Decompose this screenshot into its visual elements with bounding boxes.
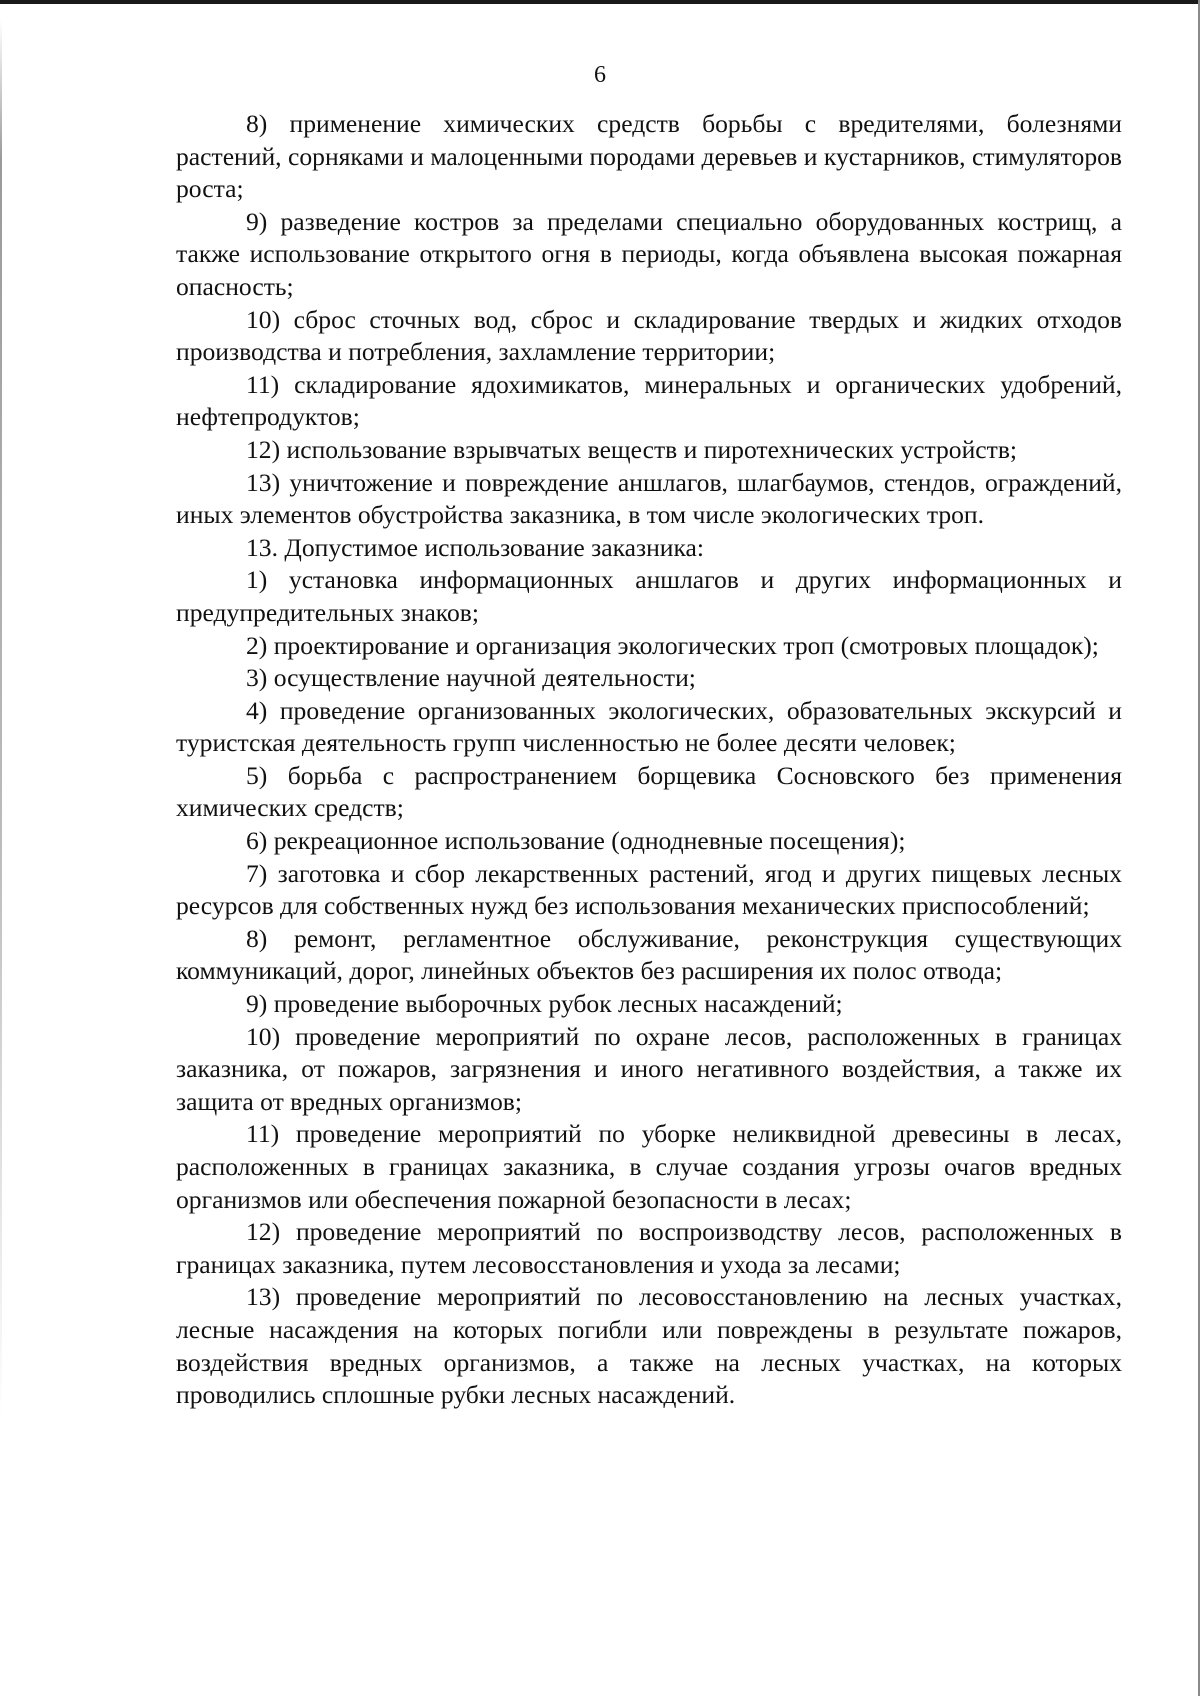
paragraph-permitted-8: 8) ремонт, регламентное обслуживание, реконструкция существующих коммуникаций, дорог, линейных объектов без расширения их полос отвода; (176, 923, 1122, 986)
section-heading-permitted-use: 13. Допустимое использование заказника: (246, 532, 705, 562)
scan-left-border (0, 20, 2, 1420)
paragraph-permitted-10: 10) проведение мероприятий по охране лесов, расположенных в границах заказника, от пожаров, загрязнения и иного негативного воздействия, а также их защита от вредных организмов; (176, 1021, 1122, 1116)
paragraph-permitted-4: 4) проведение организованных экологических, образовательных экскурсий и туристская деятельность групп численностью не более десяти человек; (176, 695, 1122, 758)
paragraph-permitted-12: 12) проведение мероприятий по воспроизводству лесов, расположенных в границах заказника, путем лесовосстановления и ухода за лесами; (176, 1217, 1122, 1279)
paragraph-permitted-5: 5) борьба с распространением борщевика Сосновского без применения химических средств; (176, 760, 1122, 823)
paragraph-permitted-2: 2) проектирование и организация экологических троп (смотровых площадок); (246, 630, 1099, 660)
scan-top-border (0, 0, 1200, 4)
paragraph-prohibited-10: 10) сброс сточных вод, сброс и складирование твердых и жидких отходов производства и потребления, захламление территории; (176, 304, 1122, 367)
paragraph-permitted-6: 6) рекреационное использование (однодневные посещения); (246, 826, 906, 856)
paragraph-permitted-1: 1) установка информационных аншлагов и других информационных и предупредительных знаков; (176, 565, 1122, 627)
paragraph-permitted-13: 13) проведение мероприятий по лесовосстановлению на лесных участках, лесные насаждения на которых погибли или повреждены в результате пожаров, воздействия вредных организмов, а также на лесных участках, на которых проводились сплошные рубки лесных насаждений. (176, 1282, 1122, 1410)
paragraph-permitted-11: 11) проведение мероприятий по уборке неликвидной древесины в лесах, расположенных в границах заказника, в случае создания угрозы очагов вредных организмов или обеспечения пожарной безопасности в лесах; (176, 1119, 1122, 1214)
paragraph-prohibited-13: 13) уничтожение и повреждение аншлагов, шлагбаумов, стендов, ограждений, иных элементов обустройства заказника, в том числе экологических троп. (176, 467, 1122, 530)
paragraph-permitted-3: 3) осуществление научной деятельности; (246, 663, 696, 693)
paragraph-permitted-7: 7) заготовка и сбор лекарственных растений, ягод и других пищевых лесных ресурсов для собственных нужд без использования механических приспособлений; (176, 858, 1122, 921)
paragraph-prohibited-12: 12) использование взрывчатых веществ и пиротехнических устройств; (246, 434, 1018, 464)
paragraph-prohibited-11: 11) складирование ядохимикатов, минеральных и органических удобрений, нефтепродуктов; (176, 369, 1122, 432)
page-number: 6 (594, 62, 606, 88)
paragraph-permitted-9: 9) проведение выборочных рубок лесных насаждений; (246, 989, 843, 1019)
paragraph-prohibited-8: 8) применение химических средств борьбы с вредителями, болезнями растений, сорняками и малоценными породами деревьев и кустарников, стимуляторов роста; (176, 109, 1122, 204)
paragraph-prohibited-9: 9) разведение костров за пределами специально оборудованных кострищ, а также использование открытого огня в периоды, когда объявлена высокая пожарная опасность; (176, 206, 1122, 301)
document-body (176, 108, 1122, 1412)
